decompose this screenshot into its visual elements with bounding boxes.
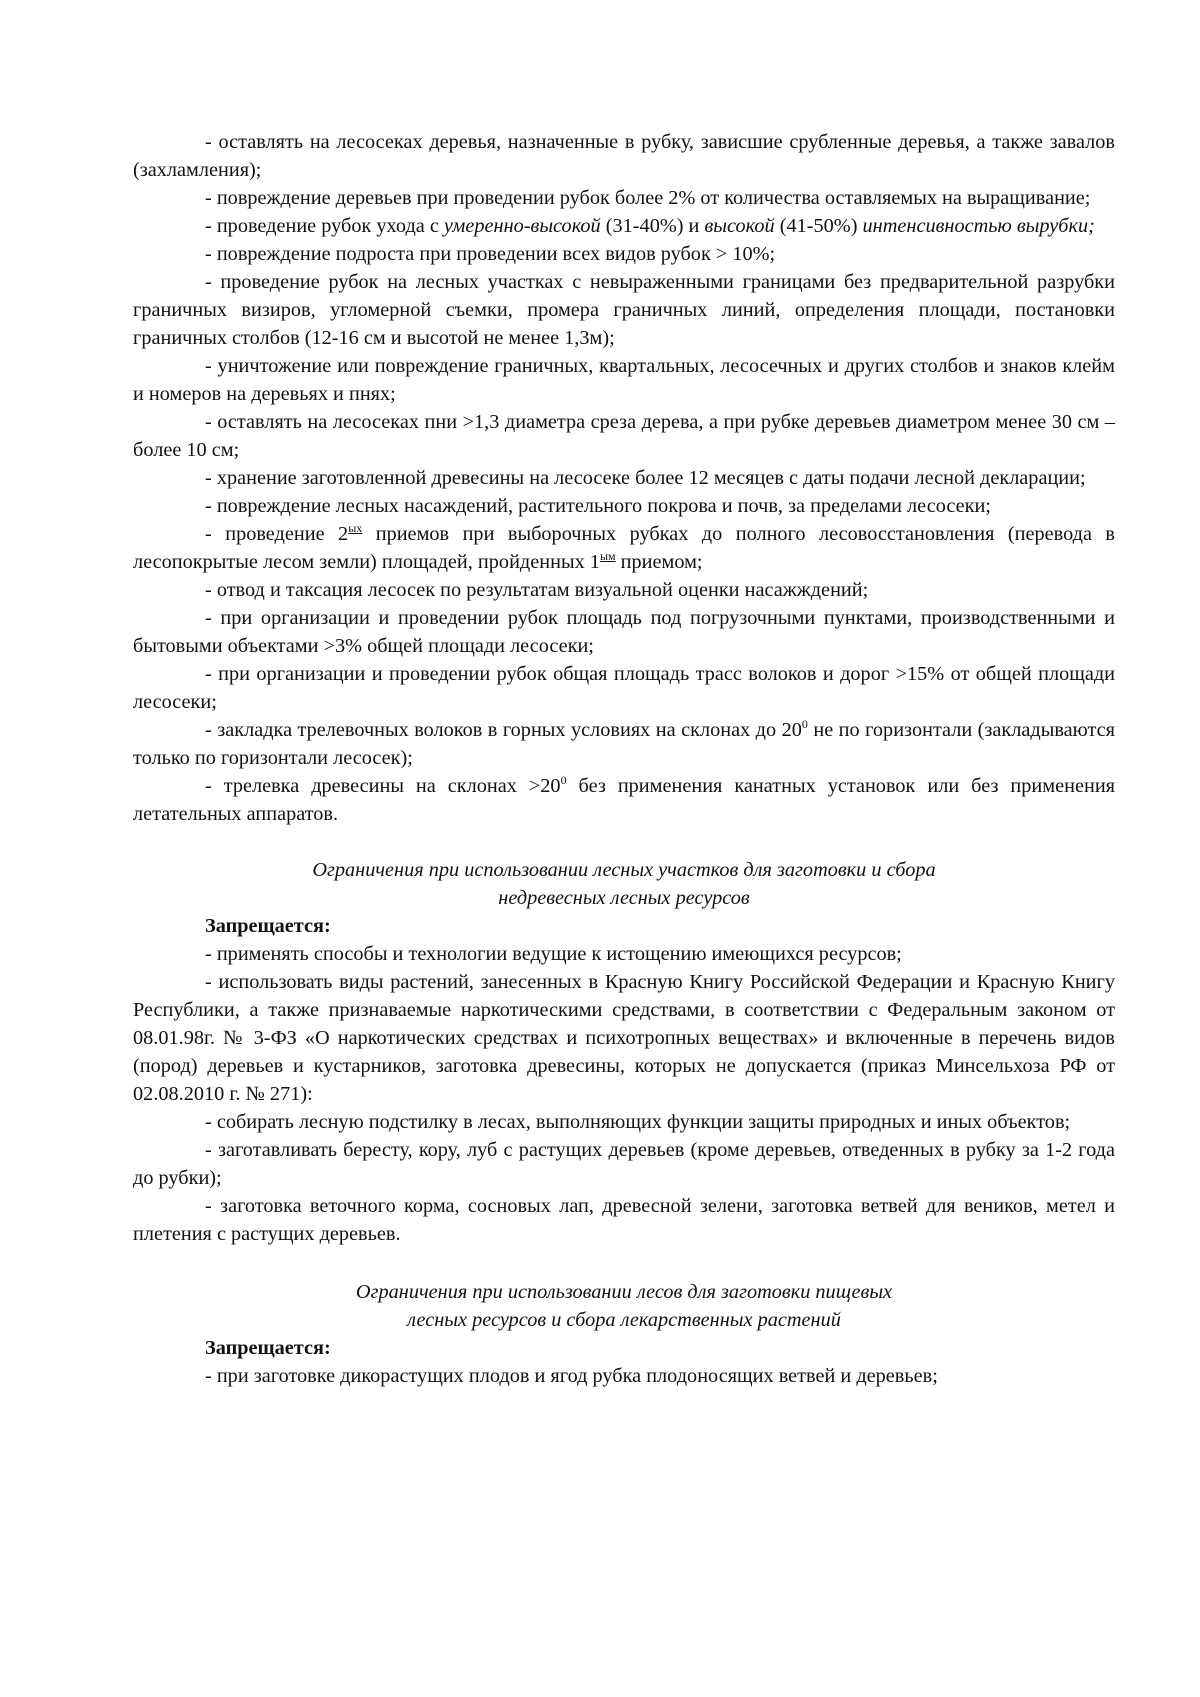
superscript: 0	[801, 717, 808, 732]
text-run: без применения канатных установок или без применения летательных аппаратов.	[133, 775, 1115, 825]
superscript: ым	[599, 549, 616, 564]
list-item: - собирать лесную подстилку в лесах, выполняющих функции защиты природных и иных объектов;	[205, 1111, 1071, 1133]
italic-text: интенсивностью вырубки;	[862, 215, 1095, 237]
section-title: недревесных лесных ресурсов	[498, 887, 750, 909]
list-item: - оставлять на лесосеках пни >1,3 диаметра среза дерева, а при рубке деревьев диаметром менее 30 см – более 10 см;	[133, 411, 1115, 461]
list-item: - хранение заготовленной древесины на лесосеке более 12 месяцев с даты подачи лесной декларации;	[205, 467, 1086, 489]
list-item: - при заготовке дикорастущих плодов и ягод рубка плодоносящих ветвей и деревьев;	[205, 1365, 938, 1387]
list-item: - отвод и таксация лесосек по результатам визуальной оценки насажждений;	[205, 579, 869, 601]
italic-text: высокой	[704, 215, 775, 237]
list-item: - заготовка веточного корма, сосновых лап, древесной зелени, заготовка ветвей для веников, метел и плетения с растущих деревьев.	[133, 1195, 1115, 1245]
section-title: лесных ресурсов и сбора лекарственных растений	[407, 1309, 841, 1331]
list-item: - при организации и проведении рубок общая площадь трасс волоков и дорог >15% от общей площади лесосеки;	[133, 663, 1115, 713]
section-heading: Запрещается:	[205, 915, 331, 937]
list-item: - при организации и проведении рубок площадь под погрузочными пунктами, производственными и бытовыми объектами >3% общей площади лесосеки;	[133, 607, 1115, 657]
text-run: не по горизонтали (закладываются только по горизонтали лесосек);	[133, 719, 1115, 769]
section-title: Ограничения при использовании лесов для заготовки пищевых	[355, 1281, 893, 1303]
text-run: приемов при выборочных рубках до полного лесовосстановления (перевода в лесопокрытые лесом земли) площадей, пройденных 1	[133, 523, 1115, 573]
text-run: - проведение рубок ухода с	[205, 215, 444, 237]
section-title: Ограничения при использовании лесных участков для заготовки и сбора	[312, 859, 936, 881]
list-item: - заготавливать бересту, кору, луб с растущих деревьев (кроме деревьев, отведенных в рубку за 1-2 года до рубки);	[133, 1139, 1115, 1189]
list-item: - применять способы и технологии ведущие к истощению имеющихся ресурсов;	[205, 943, 902, 965]
list-item: - повреждение подроста при проведении всех видов рубок > 10%;	[205, 243, 776, 265]
list-item	[133, 520, 1115, 576]
list-item: - повреждение деревьев при проведении рубок более 2% от количества оставляемых на выращивание;	[205, 187, 1091, 209]
superscript: 0	[560, 773, 567, 788]
list-item: - использовать виды растений, занесенных в Красную Книгу Российской Федерации и Красную Книгу Республики, а также признаваемые наркотическими средствами, в соответствии с Федеральным законом от 08.01.98г. № 3-ФЗ «О наркотических средствах и психотропных веществах» и включенные в перечень видов (пород) деревьев и кустарников, заготовка древесины, которых не допускается (приказ Минсельхоза РФ от 02.08.2010 г. № 271):	[133, 971, 1115, 1105]
superscript: ых	[348, 521, 363, 536]
section-heading: Запрещается:	[205, 1337, 331, 1359]
text-run: - трелевка древесины на склонах >20	[205, 775, 561, 797]
text-run: (31-40%) и	[600, 215, 705, 237]
italic-text: умеренно-высокой	[443, 215, 601, 237]
list-item: - уничтожение или повреждение граничных, квартальных, лесосечных и других столбов и знаков клейм и номеров на деревьях и пнях;	[133, 355, 1115, 405]
text-run: - проведение 2	[205, 523, 349, 545]
spacer	[133, 828, 1115, 856]
list-item	[133, 772, 1115, 828]
text-run: - закладка трелевочных волоков в горных условиях на склонах до 20	[205, 719, 802, 741]
list-item	[133, 716, 1115, 772]
text-run: (41-50%)	[774, 215, 863, 237]
document-body	[133, 128, 1115, 1390]
list-item: - проведение рубок на лесных участках с невыраженными границами без предварительной разрубки граничных визиров, угломерной съемки, промера граничных линий, определения площади, постановки граничных столбов (12-16 см и высотой не менее 1,3м);	[133, 271, 1115, 349]
list-item: - повреждение лесных насаждений, растительного покрова и почв, за пределами лесосеки;	[205, 495, 991, 517]
text-run: приемом;	[615, 551, 703, 573]
list-item	[133, 212, 1115, 240]
list-item: - оставлять на лесосеках деревья, назначенные в рубку, зависшие срубленные деревья, а также завалов (захламления);	[133, 131, 1115, 181]
spacer	[133, 1248, 1115, 1278]
